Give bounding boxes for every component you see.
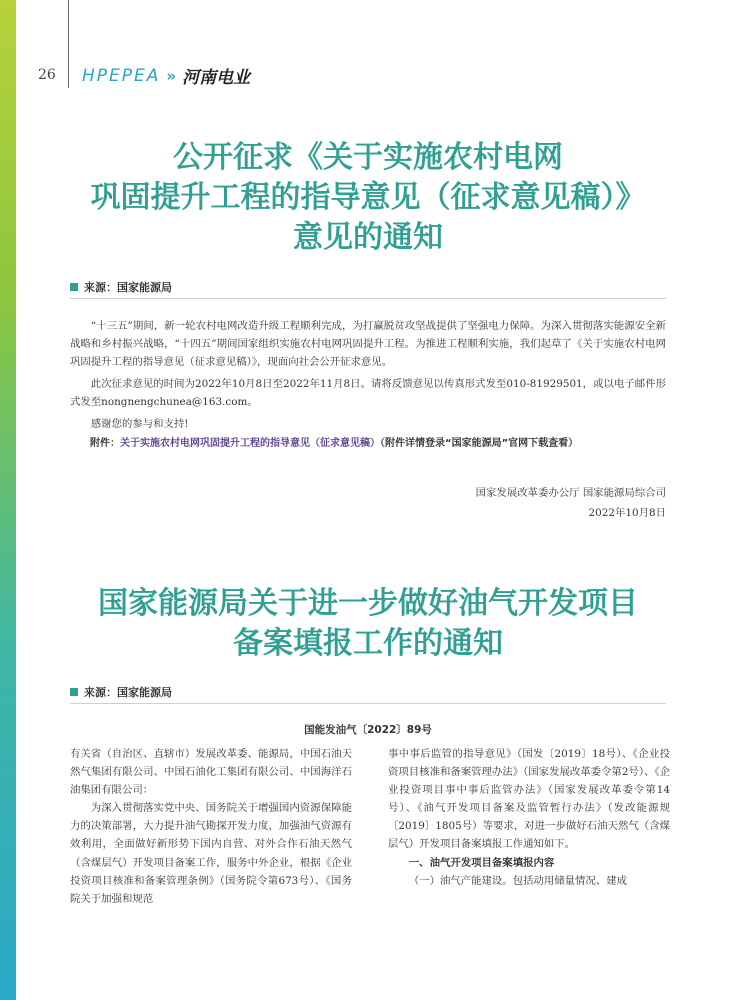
article2-title-line: 备案填报工作的通知 — [233, 626, 503, 661]
article1-signature: 国家发展改革委办公厅 国家能源局综合司 — [475, 487, 666, 499]
brand-name: 河南电业 — [182, 68, 251, 88]
header-divider — [68, 0, 69, 88]
magazine-brand — [82, 63, 250, 88]
article2-left-column — [70, 745, 352, 908]
divider — [70, 298, 666, 299]
attachment-prefix: 附件： — [90, 438, 120, 449]
square-bullet-icon — [70, 283, 78, 291]
double-chevron-icon: » — [166, 66, 177, 85]
article2-right-column — [388, 745, 670, 890]
article2-paragraph: 有关省（自治区、直辖市）发展改革委、能源局，中国石油天然气集团有限公司、中国石油化工集团有限公司、中国海洋石油集团有限公司： — [70, 748, 352, 797]
document-number: 国能发油气〔2022〕89号 — [304, 724, 432, 736]
article1-date: 2022年10月8日 — [588, 507, 666, 519]
article1-paragraph: 此次征求意见的时间为2022年10月8日至2022年11月8日。请将反馈意见以传真形式发至010-81929501，或以电子邮件形式发至nongnengchunea@163.com。 — [70, 378, 666, 408]
article2-paragraph: 事中事后监管的指导意见》（国发〔2019〕18号）、《企业投资项目核准和备案管理办法》（国家发展改革委令第2号）、《企业投资项目事中事后监管办法》（国家发展改革委令第14号）、《油气开发项目备案及监管暂行办法》（发改能源规〔2019〕1805号）等要求，对进一步做好石油天然气（含煤层气）开发项目备案填报工作通知如下。 — [388, 748, 670, 851]
article1-title-line: 公开征求《关于实施农村电网 — [173, 140, 563, 175]
article1-paragraph: “十三五”期间，新一轮农村电网改造升级工程顺利完成，为打赢脱贫攻坚战提供了坚强电力保障。为深入贯彻落实能源安全新战略和乡村振兴战略，“十四五”期间国家组织实施农村电网巩固提升工程。为推进工程顺利实施，我们起草了《关于实施农村电网巩固提升工程的指导意见（征求意见稿）》，现面向社会公开征求意见。 — [70, 320, 666, 368]
article2-source-text: 来源：国家能源局 — [84, 686, 172, 699]
divider — [70, 703, 666, 704]
attachment-link[interactable]: 关于实施农村电网巩固提升工程的指导意见（征求意见稿） — [120, 438, 380, 449]
article1-title-line: 意见的通知 — [293, 220, 443, 255]
article1-source-text: 来源：国家能源局 — [84, 281, 172, 294]
article1-title — [0, 138, 736, 258]
attachment-suffix: （附件详情登录“国家能源局”官网下载查看） — [380, 438, 579, 449]
article2-paragraph: 为深入贯彻落实党中央、国务院关于增强国内资源保障能力的决策部署，大力提升油气勘探开发力度，加强油气资源有效利用，全面做好新形势下国内自营、对外合作石油天然气（含煤层气）开发项目备案工作，服务中外企业，根据《企业投资项目核准和备案管理条例》（国务院令第673号）、《国务院关于加强和规范 — [70, 802, 352, 905]
article1-paragraph: 感谢您的参与和支持! — [90, 418, 189, 430]
article2-title — [0, 584, 736, 664]
article1-title-line: 巩固提升工程的指导意见（征求意见稿）》 — [90, 180, 646, 215]
page-number: 26 — [38, 67, 56, 83]
article2-source — [70, 684, 172, 700]
square-bullet-icon — [70, 688, 78, 696]
article2-title-line: 国家能源局关于进一步做好油气开发项目 — [98, 586, 638, 621]
attachment-line — [70, 433, 666, 454]
brand-latin-logo: HPEPEA — [82, 65, 161, 86]
article2-paragraph: （一）油气产能建设。包括动用储量情况、建成 — [408, 874, 627, 887]
section-heading: 一、油气开发项目备案填报内容 — [408, 856, 555, 869]
article1-source — [70, 279, 172, 295]
article1-body — [70, 317, 666, 454]
